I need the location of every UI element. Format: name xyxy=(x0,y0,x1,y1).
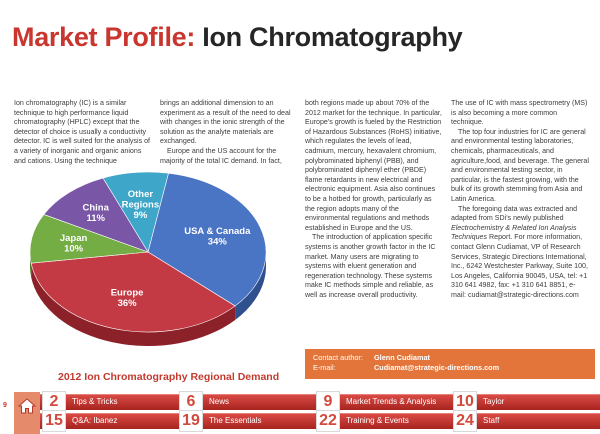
home-icon xyxy=(18,398,36,414)
pie-label: Japan 10% xyxy=(59,232,88,255)
contact-author-label: Contact author: xyxy=(313,353,363,362)
article-column-3 xyxy=(305,99,443,300)
contact-email-label: E-mail: xyxy=(313,363,336,372)
nav-label: The Essentials xyxy=(209,416,262,425)
home-button[interactable] xyxy=(14,392,40,434)
pie-chart-svg xyxy=(0,150,300,390)
nav-label: Market Trends & Analysis xyxy=(346,397,437,406)
nav-page-number: 19 xyxy=(179,410,203,432)
nav-item-tips-tricks[interactable] xyxy=(42,392,117,411)
nav-item-qa-ibanez[interactable] xyxy=(42,411,117,430)
nav-page-number: 2 xyxy=(42,391,66,413)
contact-author-value: Glenn Cudiamat xyxy=(374,353,430,362)
paragraph: Europe and the US account for the majority of the total IC demand. In fact, xyxy=(160,146,282,165)
paragraph-text: Report. For more information, contact Glenn Cudiamat, VP of Research Services, Strategic Directions International, Inc., 6242 Westchester Parkway, Suite 100, Los Angeles, California 90045, USA, tel: +1 310 641 4982, fax: +1 310 641 8851, e-mail: cudiamat@strategic-directions.com xyxy=(451,233,588,299)
nav-item-the-essentials[interactable] xyxy=(179,411,261,430)
article-column-4 xyxy=(451,99,589,300)
nav-page-number: 6 xyxy=(179,391,203,413)
pie-label: Europe 36% xyxy=(110,287,144,310)
nav-page-number: 10 xyxy=(453,391,477,413)
paragraph-text: The foregoing data was extracted and adapted from SDi's newly published xyxy=(451,204,578,223)
nav-item-news[interactable] xyxy=(179,392,229,411)
nav-label: Training & Events xyxy=(346,416,409,425)
paragraph: Ion chromatography (IC) is a similar technique to high performance liquid chromatography (HPLC) except that the detector of choice is usually a conductivity detector. IC is well suited for the analysis of a variety of inorganic and organic anions and cations. Using the technique xyxy=(14,99,151,165)
pie-chart xyxy=(0,150,300,390)
paragraph: The top four industries for IC are general and environmental testing laboratories, chemicals, pharmaceuticals, and agriculture,food, and beverage. The general and environmental testing sector, in particular, is the fastest growing, with the bulk of its growth stemming from Asia and Latin America. xyxy=(451,127,589,203)
pie-label: USA & Canada 34% xyxy=(184,225,251,248)
nav-page-number: 9 xyxy=(316,391,340,413)
paragraph: brings an additional dimension to an experiment as a result of the need to deal with changes in the ionic strength of the solution as the analyte materials are exchanged. xyxy=(160,99,291,146)
nav-label: Taylor xyxy=(483,397,505,406)
pie-label: China 11% xyxy=(82,202,109,225)
paragraph: The introduction of application specific systems is another growth factor in the IC market. Many users are migrating to systems with eluent generation and regeneration technology. These systems make IC methods simple and reliable, as well as increase overall productivity. xyxy=(305,233,436,299)
nav-item-training-events[interactable] xyxy=(316,411,409,430)
nav-label: News xyxy=(209,397,230,406)
contact-email-link[interactable]: Cudiamat@strategic-directions.com xyxy=(374,363,500,372)
nav-page-number: 15 xyxy=(42,410,66,432)
contact-box xyxy=(305,349,595,379)
page-title xyxy=(12,22,462,53)
paragraph: both regions made up about 70% of the 2012 market for the technique. In particular, Europe's growth is fueled by the Restriction of Hazardous Substances (RoHS) initiative, which regulates the levels of lead, cadmium, mercury, hexavalent chromium, polybrominated biphenyl (PBB), and polybrominated diphenyl ether (PBDE) flame retardants in new electrical and electronic equipment. Asia also continues to be a hotbed for growth, particularly as the region adopts many of the environmental regulations and methods established in Europe and the US. xyxy=(305,99,442,232)
page-number: 9 xyxy=(3,402,7,409)
nav-label: Q&A: Ibanez xyxy=(72,416,118,425)
nav-page-number: 24 xyxy=(453,410,477,432)
nav-label: Tips & Tricks xyxy=(72,397,118,406)
report-title: Electrochemistry & Related Ion Analysis Techniques xyxy=(451,223,577,242)
paragraph xyxy=(451,205,589,301)
page-title-prefix: Market Profile: xyxy=(12,22,196,52)
nav-label: Staff xyxy=(483,416,500,425)
nav-item-market-trends[interactable] xyxy=(316,392,436,411)
paragraph: The use of IC with mass spectrometry (MS) is also becoming a more common technique. xyxy=(451,99,588,127)
nav-item-taylor[interactable] xyxy=(453,392,504,411)
chart-title: 2012 Ion Chromatography Regional Demand xyxy=(58,371,280,383)
nav-page-number: 22 xyxy=(316,410,340,432)
nav-item-staff[interactable] xyxy=(453,411,499,430)
page-title-subject: Ion Chromatography xyxy=(202,22,463,52)
pie-label: Other Regions 9% xyxy=(121,188,160,221)
